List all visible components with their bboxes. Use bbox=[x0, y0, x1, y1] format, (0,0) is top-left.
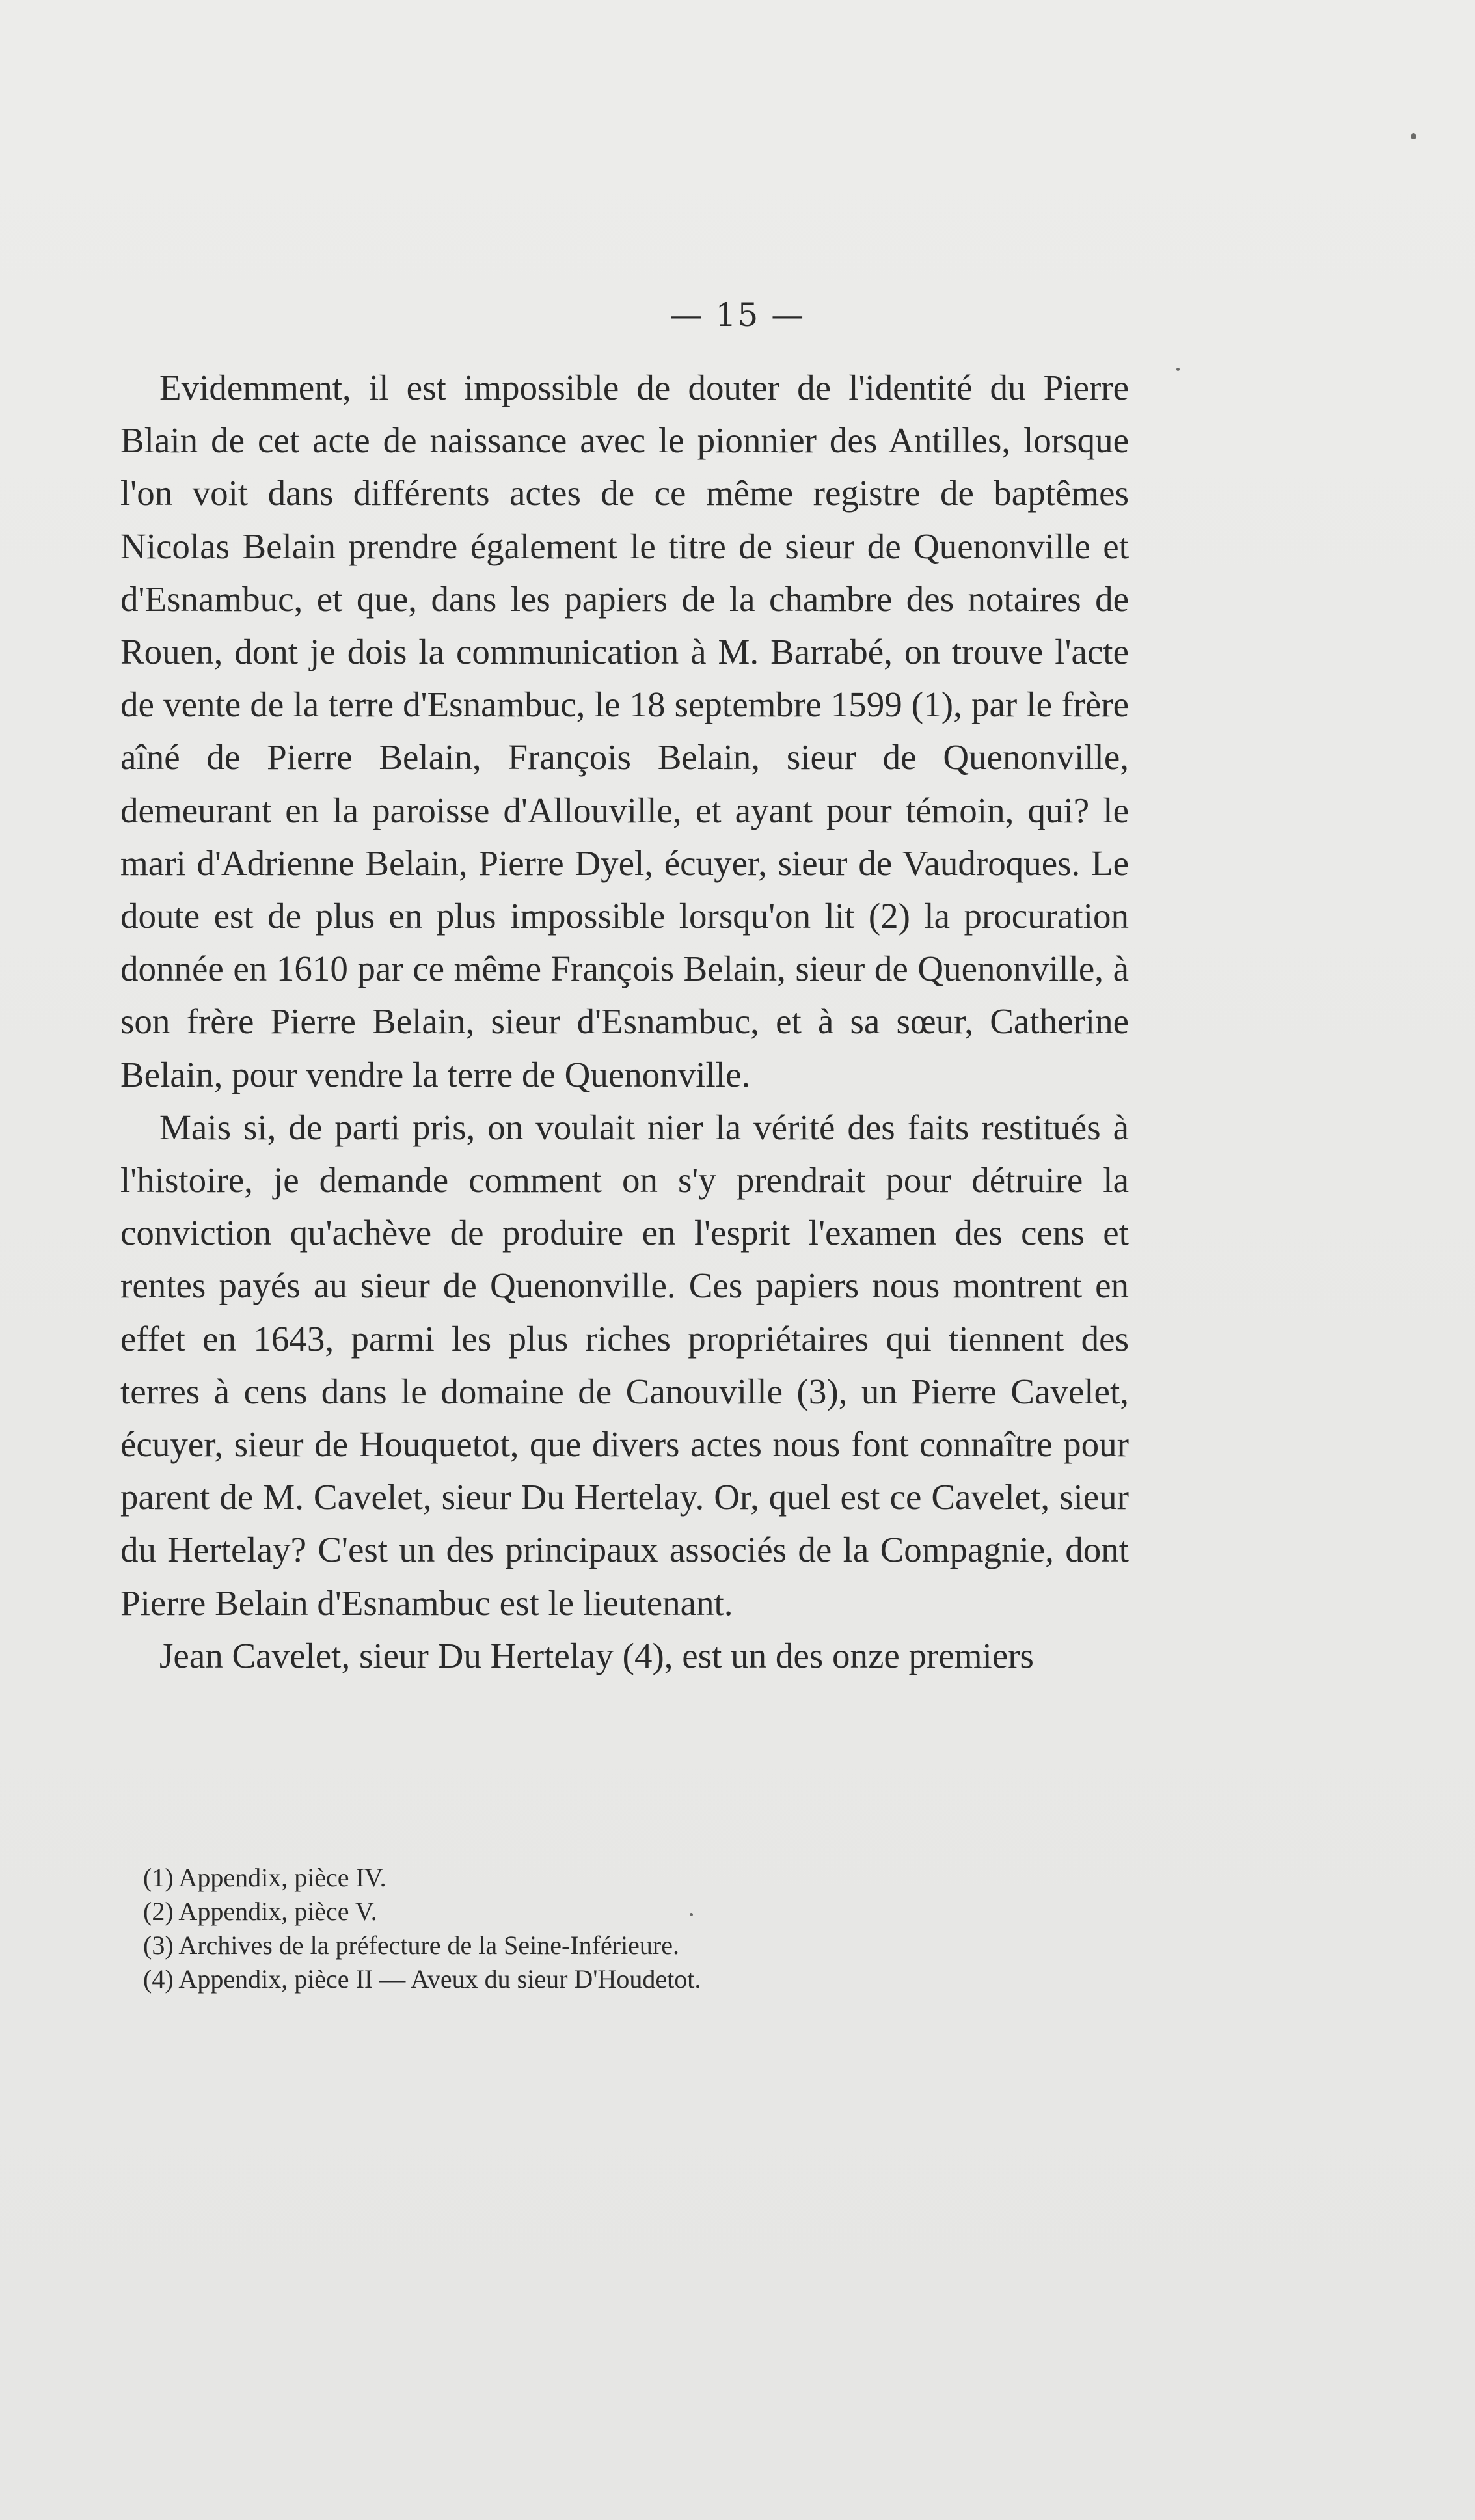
paper-speck bbox=[1411, 133, 1416, 139]
footnotes bbox=[143, 1861, 1119, 1996]
paragraph: Mais si, de parti pris, on voulait nier la vérité des faits restitués à l'histoire, je demande comment on s'y prendrait pour détruire la conviction qu'achève de produire en l'esprit l'examen des cens et rentes payés au sieur de Quenonville. Ces papiers nous montrent en effet en 1643, parmi les plus riches propriétaires qui tiennent des terres à cens dans le domaine de Canouville (3), un Pierre Cavelet, écuyer, sieur de Houquetot, que divers actes nous font connaître pour parent de M. Cavelet, sieur Du Hertelay. Or, quel est ce Cavelet, sieur du Hertelay? C'est un des principaux associés de la Compagnie, dont Pierre Belain d'Esnambuc est le lieutenant. bbox=[120, 1107, 1129, 1623]
footnote: (4) Appendix, pièce II — Aveux du sieur D'Houdetot. bbox=[143, 1964, 701, 1994]
body-text bbox=[120, 361, 1129, 1682]
paragraph: Evidemment, il est impossible de douter de l'identité du Pierre Blain de cet acte de naissance avec le pionnier des Antilles, lorsque l'on voit dans différents actes de ce même registre de baptêmes Nicolas Belain prendre également le titre de sieur de Quenonville et d'Esnambuc, et que, dans les papiers de la chambre des notaires de Rouen, dont je dois la communication à M. Barrabé, on trouve l'acte de vente de la terre d'Esnambuc, le 18 septembre 1599 (1), par le frère aîné de Pierre Belain, François Belain, sieur de Quenonville, demeurant en la paroisse d'Allouville, et ayant pour témoin, qui? le mari d'Adrienne Belain, Pierre Dyel, écuyer, sieur de Vaudroques. Le doute est de plus en plus impossible lorsqu'on lit (2) la procuration donnée en 1610 par ce même François Belain, sieur de Quenonville, à son frère Pierre Belain, sieur d'Esnambuc, et à sa sœur, Catherine Belain, pour vendre la terre de Quenonville. bbox=[120, 368, 1129, 1094]
paper-speck bbox=[1176, 368, 1180, 371]
page-number: — 15 — bbox=[670, 296, 805, 334]
footnote: (1) Appendix, pièce IV. bbox=[143, 1863, 386, 1892]
footnote: (3) Archives de la préfecture de la Seine-Inférieure. bbox=[143, 1931, 680, 1960]
footnote: (2) Appendix, pièce V. bbox=[143, 1897, 377, 1926]
paragraph: Jean Cavelet, sieur Du Hertelay (4), est un des onze premiers bbox=[159, 1635, 1034, 1675]
